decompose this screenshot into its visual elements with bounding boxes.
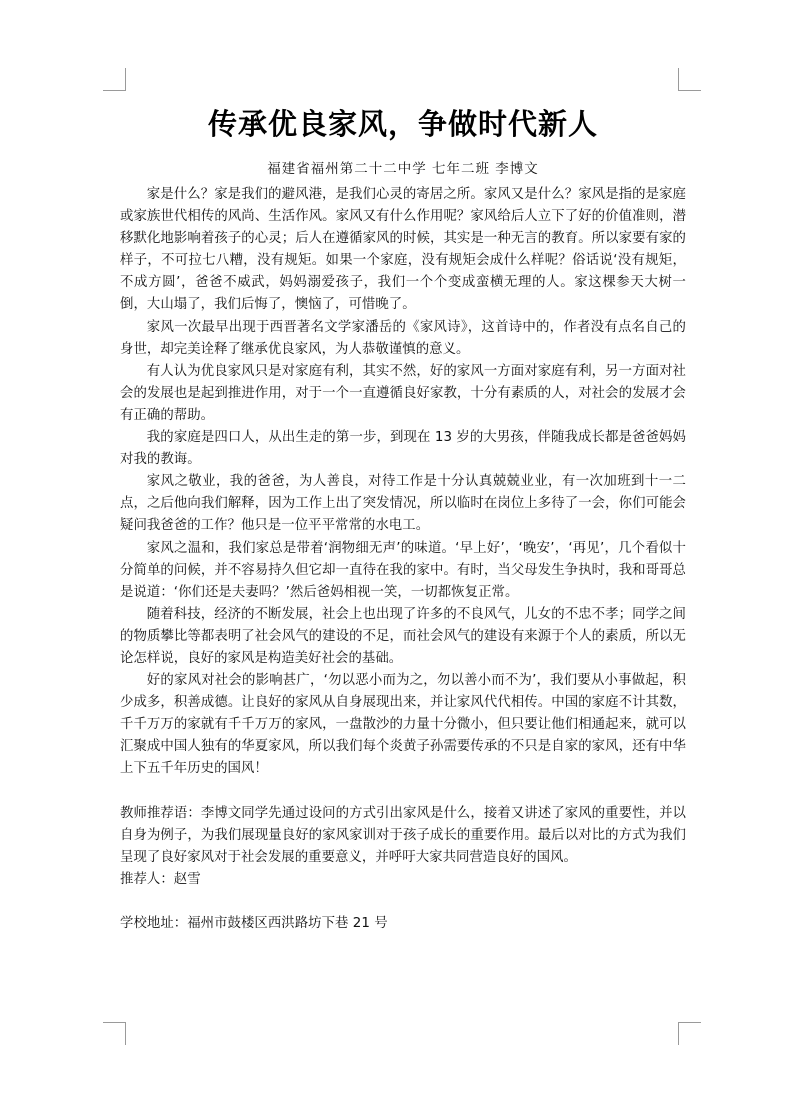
essay-body xyxy=(120,184,686,781)
section-spacer xyxy=(120,891,686,913)
school-address: 学校地址：福州市鼓楼区西洪路坊下巷 21 号 xyxy=(120,915,388,931)
recommender: 推荐人：赵雪 xyxy=(120,871,201,887)
essay-paragraph: 随着科技，经济的不断发展，社会上也出现了许多的不良风气，儿女的不忠不孝；同学之间的物质攀比等都表明了社会风气的建设的不足，而社会风气的建设有来源于个人的素质，所以无论怎样说，良好的家风是构造美好社会的基础。 xyxy=(120,606,686,666)
section-spacer xyxy=(120,781,686,803)
author-byline: 福建省福州第二十二中学 七年二班 李博文 xyxy=(267,161,539,177)
essay-paragraph: 有人认为优良家风只是对家庭有利，其实不然，好的家风一方面对家庭有利，另一方面对社会的发展也是起到推进作用，对于一个一直遵循良好家教，十分有素质的人，对社会的发展才会有正确的帮助。 xyxy=(120,363,686,423)
essay-paragraph: 家风一次最早出现于西晋著名文学家潘岳的《家风诗》，这首诗中的，作者没有点名自己的身世，却完美诠释了继承优良家风，为人恭敬谨慎的意义。 xyxy=(120,319,686,357)
essay-paragraph: 家风之温和，我们家总是带着‘润物细无声’的味道。‘早上好’，‘晚安’，‘再见’，几个看似十分简单的问候，并不容易持久但它却一直待在我的家中。有时，当父母发生争执时，我和哥哥总是说道：‘你们还是夫妻吗？’然后爸妈相视一笑，一切都恢复正常。 xyxy=(120,540,686,600)
essay-paragraph: 好的家风对社会的影响甚广，‘勿以恶小而为之，勿以善小而不为’，我们要从小事做起，积少成多，积善成德。让良好的家风从自身展现出来，并让家风代代相传。中国的家庭不计其数，千千万万的家就有千千万万的家风，一盘散沙的力量十分微小，但只要让他们相通起来，就可以汇聚成中国人独有的华夏家风，所以我们每个炎黄子孙需要传承的不只是自家的家风，还有中华上下五千年历史的国风！ xyxy=(120,673,686,777)
essay-paragraph: 家风之敬业，我的爸爸，为人善良，对待工作是十分认真兢兢业业，有一次加班到十一二点，之后他向我们解释，因为工作上出了突发情况，所以临时在岗位上多待了一会，你们可能会疑问我爸爸的工作？他只是一位平平常常的水电工。 xyxy=(120,474,686,534)
essay-paragraph: 家是什么？家是我们的避风港，是我们心灵的寄居之所。家风又是什么？家风是指的是家庭或家族世代相传的风尚、生活作风。家风又有什么作用呢？家风给后人立下了好的价值准则，潜移默化地影响着孩子的心灵；后人在遵循家风的时候，其实是一种无言的教育。所以家要有家的样子，不可拉七八糟，没有规矩。如果一个家庭，没有规矩会成什么样呢？俗话说‘没有规矩，不成方圆’，爸爸不威武，妈妈溺爱孩子，我们一个个变成蛮横无理的人。家这棵参天大树一倒，大山塌了，我们后悔了，懊恼了，可惜晚了。 xyxy=(120,187,686,313)
crop-mark-bottom-left xyxy=(103,1022,126,1045)
document-title: 传承优良家风，争做时代新人 xyxy=(207,107,598,141)
document-page xyxy=(120,104,686,935)
crop-mark-top-right xyxy=(678,68,701,91)
crop-mark-bottom-right xyxy=(678,1022,701,1045)
essay-paragraph: 我的家庭是四口人，从出生走的第一步，到现在 13 岁的大男孩，伴随我成长都是爸爸妈妈对我的教诲。 xyxy=(120,430,686,468)
crop-mark-top-left xyxy=(103,68,126,91)
teacher-comment: 教师推荐语：李博文同学先通过设问的方式引出家风是什么，接着又讲述了家风的重要性，并以自身为例子，为我们展现量良好的家风家训对于孩子成长的重要作用。最后以对比的方式为我们呈现了良好家风对于社会发展的重要意义，并呼吁大家共同营造良好的国风。 xyxy=(120,805,686,865)
